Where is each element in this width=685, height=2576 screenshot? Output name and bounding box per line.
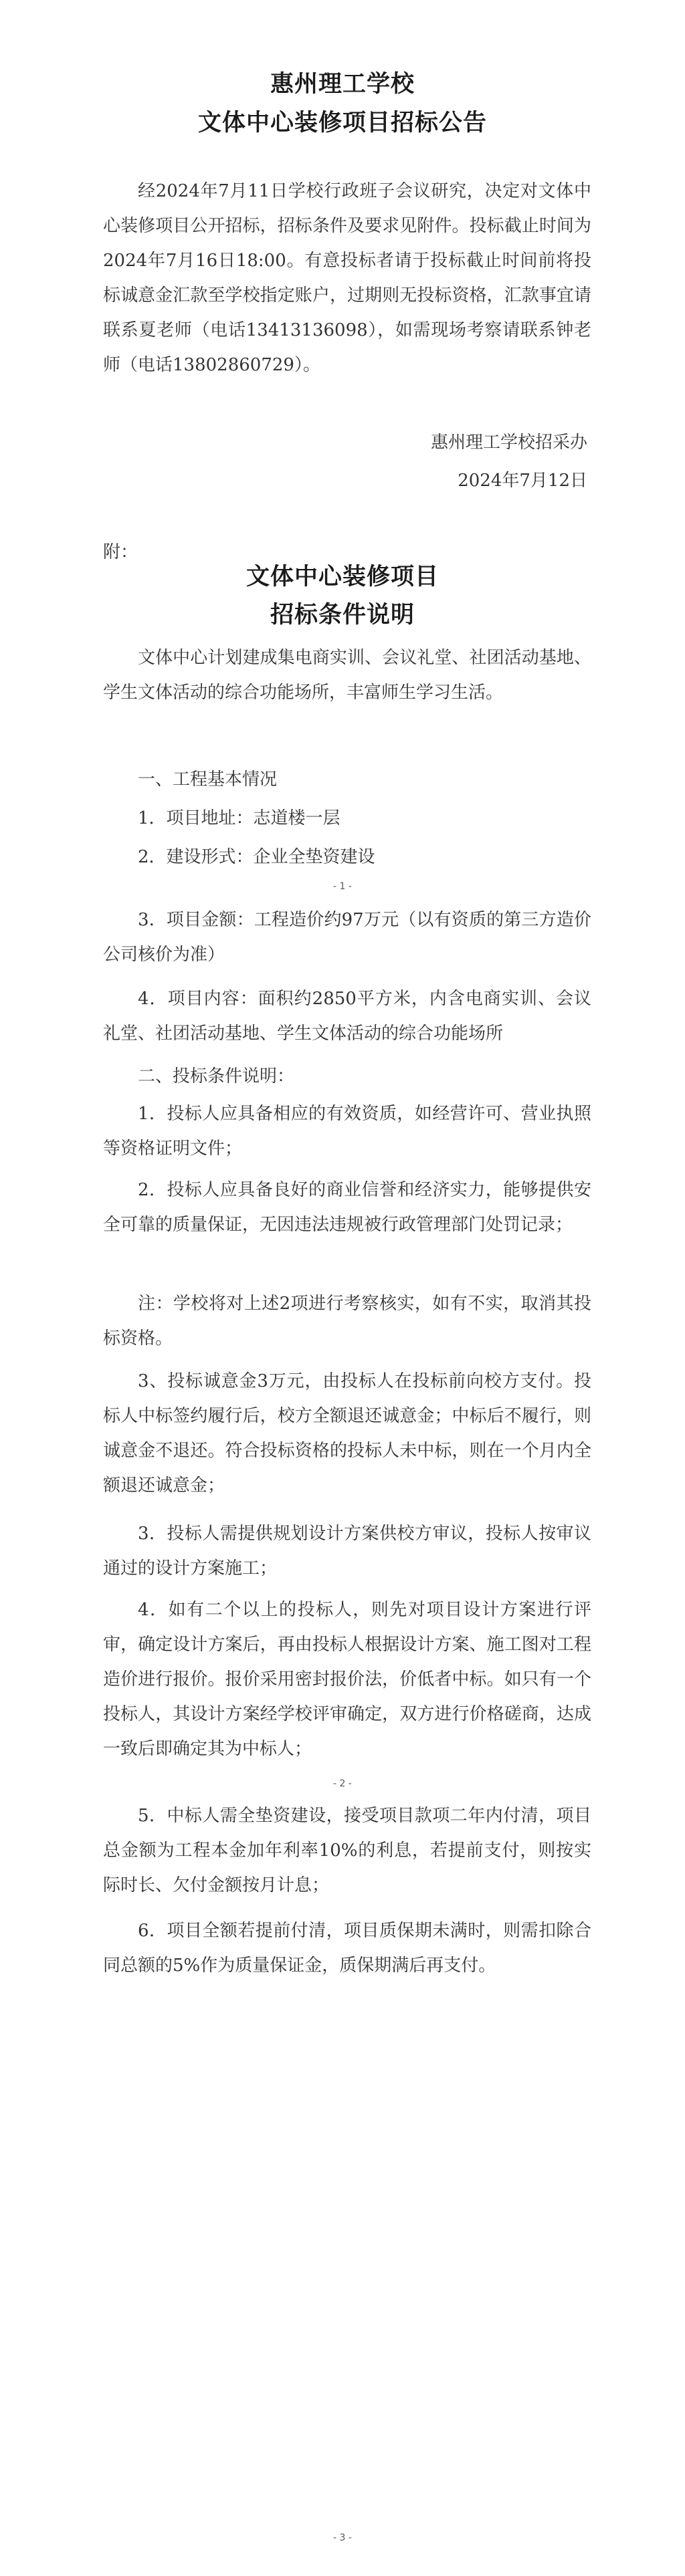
attachment-label: 附：	[103, 542, 138, 562]
school-title: 惠州理工学校	[270, 70, 415, 98]
section2-heading: 二、投标条件说明：	[138, 1066, 295, 1086]
condition-note: 注：学校将对上述2项进行考察核实，如有不实，取消其投标资格。	[103, 1294, 591, 1349]
page-number-3: - 3 -	[333, 2533, 352, 2543]
project-amount: 3．项目金额：工程造价约97万元（以有资质的第三方造价公司核价为准）	[103, 910, 591, 965]
section1-heading: 一、工程基本情况	[138, 770, 278, 790]
condition-2: 2．投标人应具备良好的商业信誉和经济实力，能够提供安全可靠的质量保证，无因违法违规被行政管理部门处罚记录；	[103, 1180, 591, 1235]
project-address: 1．项目地址：志道楼一层	[138, 808, 340, 828]
attachment-intro: 文体中心计划建成集电商实训、会议礼堂、社团活动基地、学生文体活动的综合功能场所，丰富师生学习生活。	[103, 648, 591, 703]
condition-3-deposit: 3、投标诚意金3万元，由投标人在投标前向校方支付。投标人中标签约履行后，校方全额退还诚意金；中标后不履行，则诚意金不退还。符合投标资格的投标人未中标，则在一个月内全额退还诚意金；	[103, 1371, 591, 1496]
notice-body: 经2024年7月11日学校行政班子会议研究，决定对文体中心装修项目公开招标，招标条件及要求见附件。投标截止时间为2024年7月16日18:00。有意投标者请于投标截止时间前将投标诚意金汇款至学校指定账户，过期则无投标资格，汇款事宜请联系夏老师（电话13413136098），如需现场考察请联系钟老师（电话13802860729）。	[103, 181, 591, 375]
condition-3-design: 3．投标人需提供规划设计方案供校方审议，投标人按审议通过的设计方案施工；	[103, 1524, 591, 1578]
signature-date: 2024年7月12日	[458, 471, 587, 491]
condition-1: 1．投标人应具备相应的有效资质，如经营许可、营业执照等资格证明文件；	[103, 1104, 591, 1159]
notice-title: 文体中心装修项目招标公告	[197, 109, 487, 136]
attachment-title-line2: 招标条件说明	[270, 601, 415, 628]
signature-org: 惠州理工学校招采办	[430, 433, 587, 453]
condition-4: 4．如有二个以上的投标人，则先对项目设计方案进行评审，确定设计方案后，再由投标人根据设计方案、施工图对工程造价进行报价。报价采用密封报价法，价低者中标。如只有一个投标人，其设计方案经学校评审确定，双方进行价格磋商，达成一致后即确定其为中标人；	[103, 1600, 591, 1759]
condition-6: 6．项目全额若提前付清，项目质保期未满时，则需扣除合同总额的5%作为质量保证金，质保期满后再支付。	[103, 1921, 591, 1976]
project-content: 4．项目内容：面积约2850平方米，内含电商实训、会议礼堂、社团活动基地、学生文体活动的综合功能场所	[103, 989, 591, 1044]
page-number-2: - 2 -	[333, 1778, 352, 1789]
condition-5: 5．中标人需全垫资建设，接受项目款项二年内付清，项目总金额为工程本金加年利率10%的利息，若提前支付，则按实际时长、欠付金额按月计息；	[103, 1806, 591, 1895]
page-number-1: - 1 -	[333, 881, 352, 892]
attachment-title-line1: 文体中心装修项目	[246, 563, 439, 590]
construction-form: 2．建设形式：企业全垫资建设	[138, 847, 375, 867]
